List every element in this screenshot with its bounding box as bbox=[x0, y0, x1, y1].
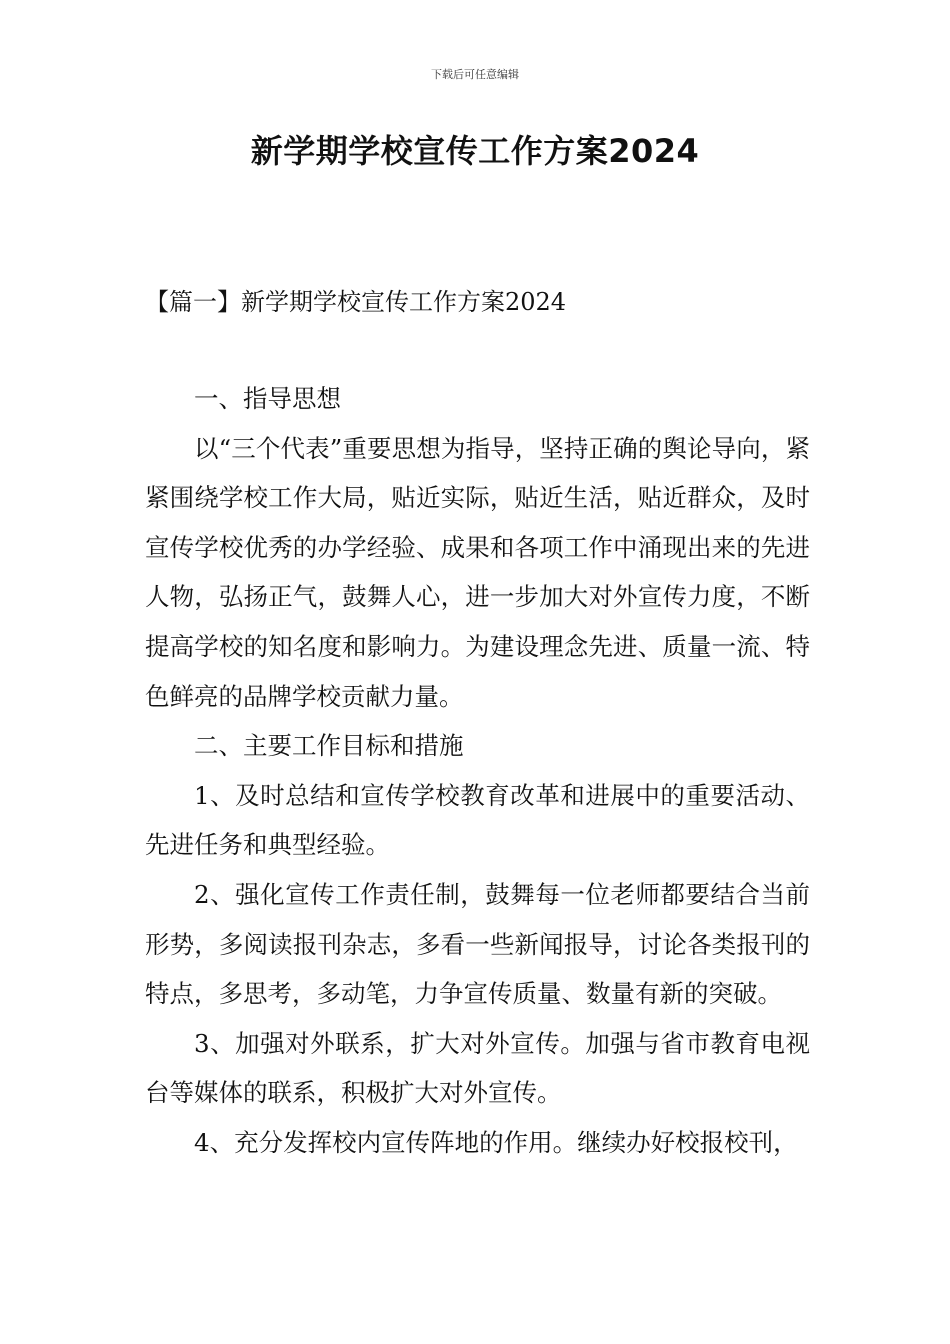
heading-main-goals: 二、主要工作目标和措施 bbox=[194, 731, 464, 761]
section-title: 【篇一】新学期学校宣传工作方案2024 bbox=[145, 288, 567, 316]
document-body bbox=[145, 374, 810, 1168]
heading-guiding-ideology: 一、指导思想 bbox=[194, 384, 341, 413]
paragraph-item-3: 3、加强对外联系，扩大对外宣传。加强与省市教育电视台等媒体的联系，积极扩大对外宣传。 bbox=[145, 1028, 810, 1108]
paragraph-item-2: 2、强化宣传工作责任制，鼓舞每一位老师都要结合当前形势，多阅读报刊杂志，多看一些新闻报导，讨论各类报刊的特点，多思考，多动笔，力争宣传质量、数量有新的突破。 bbox=[145, 879, 810, 1009]
paragraph-item-1: 1、及时总结和宣传学校教育改革和进展中的重要活动、先进任务和典型经验。 bbox=[145, 780, 810, 860]
paragraph-item-4: 4、充分发挥校内宣传阵地的作用。继续办好校报校刊， bbox=[194, 1127, 798, 1157]
document-title: 新学期学校宣传工作方案2024 bbox=[250, 132, 700, 170]
paragraph-guiding-ideology: 以“三个代表”重要思想为指导，坚持正确的舆论导向，紧紧围绕学校工作大局，贴近实际，贴近生活，贴近群众，及时宣传学校优秀的办学经验、成果和各项工作中涌现出来的先进人物，弘扬正气，鼓舞人心，进一步加大对外宣传力度，不断提高学校的知名度和影响力。为建设理念先进、质量一流、特色鲜亮的品牌学校贡献力量。 bbox=[145, 433, 810, 711]
header-note: 下载后可任意编辑 bbox=[431, 68, 519, 81]
